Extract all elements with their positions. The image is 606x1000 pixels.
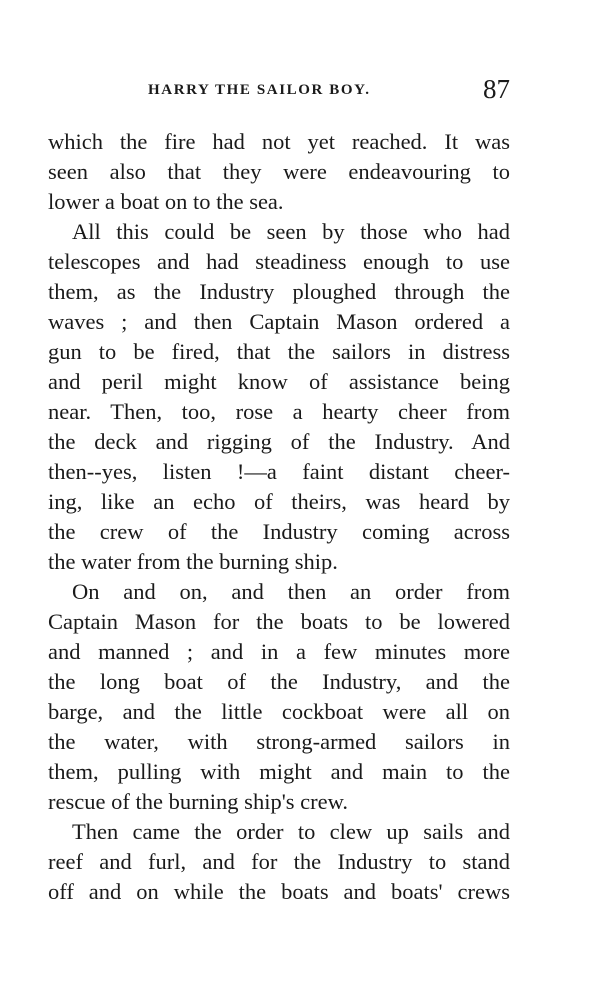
text-line: them, pulling with might and main to the	[48, 759, 510, 784]
text-line: reef and furl, and for the Industry to stand	[48, 849, 510, 874]
body-text	[48, 127, 510, 907]
text-line: then--yes, listen !—a faint distant cheer-	[48, 459, 510, 484]
text-line: On and on, and then an order from	[72, 579, 510, 604]
text-line: and manned ; and in a few minutes more	[48, 639, 510, 664]
text-line: off and on while the boats and boats' crews	[48, 879, 510, 904]
text-line: them, as the Industry ploughed through the	[48, 279, 510, 304]
text-line: telescopes and had steadiness enough to use	[48, 249, 510, 274]
text-line: gun to be fired, that the sailors in distress	[48, 339, 510, 364]
text-line: rescue of the burning ship's crew.	[48, 789, 349, 814]
text-line: barge, and the little cockboat were all on	[48, 699, 510, 724]
text-line: which the fire had not yet reached. It was	[48, 129, 510, 154]
text-line: the water from the burning ship.	[48, 549, 338, 574]
running-head	[48, 74, 510, 106]
page-number: 87	[483, 74, 510, 104]
text-line: the crew of the Industry coming across	[48, 519, 510, 544]
text-line: the long boat of the Industry, and the	[48, 669, 510, 694]
text-line: and peril might know of assistance being	[48, 369, 510, 394]
text-line: waves ; and then Captain Mason ordered a	[48, 309, 510, 334]
text-line: Then came the order to clew up sails and	[72, 819, 510, 844]
running-title: HARRY THE SAILOR BOY.	[148, 82, 371, 98]
text-line: seen also that they were endeavouring to	[48, 159, 510, 184]
text-line: ing, like an echo of theirs, was heard by	[48, 489, 510, 514]
text-line: near. Then, too, rose a hearty cheer from	[48, 399, 510, 424]
text-line: All this could be seen by those who had	[72, 219, 510, 244]
text-line: the deck and rigging of the Industry. And	[48, 429, 510, 454]
text-line: Captain Mason for the boats to be lowered	[48, 609, 510, 634]
text-line: the water, with strong-armed sailors in	[48, 729, 510, 754]
text-line: lower a boat on to the sea.	[48, 189, 284, 214]
